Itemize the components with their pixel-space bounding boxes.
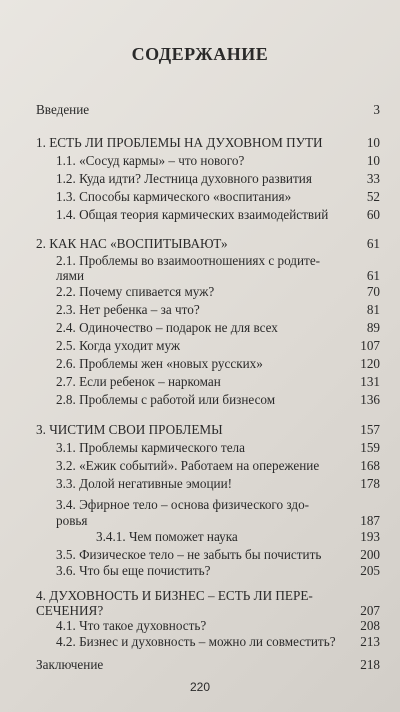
- toc-section-1-4: [36, 206, 380, 224]
- toc-entry-page: 157: [360, 422, 380, 437]
- toc-entry-text: Введение: [36, 102, 90, 117]
- toc-entry-page: 107: [360, 338, 380, 353]
- toc-entry-page: 168: [360, 458, 380, 473]
- page-title: СОДЕРЖАНИЕ: [131, 44, 269, 64]
- toc-section-2-4: [36, 319, 380, 337]
- toc-section-3-3: [36, 475, 380, 493]
- toc-entry-page: 33: [366, 171, 380, 186]
- toc-entry-page: 10: [366, 153, 380, 168]
- toc-section-3-2: [36, 457, 380, 475]
- toc-entry-page: 193: [360, 529, 380, 544]
- toc-entry-text: 2.3. Нет ребенка – за что?: [56, 302, 200, 317]
- toc-entry-conclusion: [36, 656, 380, 674]
- toc-entry-text: 1.3. Способы кармического «воспитания»: [56, 189, 292, 204]
- toc-entry-text: 2.5. Когда уходит муж: [56, 338, 181, 353]
- toc-entry-introduction: [36, 101, 380, 119]
- toc-entry-text: СЕЧЕНИЯ?: [36, 603, 104, 618]
- toc-entry-text: 3.6. Что бы еще почистить?: [56, 563, 211, 578]
- toc-entry-page: 61: [366, 236, 380, 251]
- toc-entry-page: 208: [360, 618, 380, 633]
- toc-entry-text: 4.2. Бизнес и духовность – можно ли совместить?: [56, 634, 336, 649]
- toc-entry-text: 2.4. Одиночество – подарок не для всех: [56, 320, 278, 335]
- toc-entry-text: 4.1. Что такое духовность?: [56, 618, 207, 633]
- toc-chapter-1: [36, 134, 380, 152]
- toc-entry-text: 1. ЕСТЬ ЛИ ПРОБЛЕМЫ НА ДУХОВНОМ ПУТИ: [36, 135, 323, 150]
- toc-entry-text: 3.3. Долой негативные эмоции!: [56, 476, 233, 491]
- toc-entry-text: 1.2. Куда идти? Лестница духовного развития: [56, 171, 312, 186]
- toc-entry-text: 2.2. Почему спивается муж?: [56, 284, 215, 299]
- toc-section-2-3: [36, 301, 380, 319]
- toc-entry-page: 81: [366, 302, 380, 317]
- toc-entry-page: 89: [366, 320, 380, 335]
- toc-entry-page: 120: [360, 356, 380, 371]
- toc-entry-text: 3.2. «Ежик событий». Работаем на опережение: [56, 458, 320, 473]
- toc-entry-text: 2.1. Проблемы во взаимоотношениях с родите-: [56, 253, 321, 268]
- toc-entry-page: 61: [366, 268, 380, 283]
- toc-entry-page: 205: [360, 563, 380, 578]
- toc-section-3-4-1: [36, 528, 380, 546]
- toc-entry-text: 3. ЧИСТИМ СВОИ ПРОБЛЕМЫ: [36, 422, 223, 437]
- toc-entry-page: 10: [366, 135, 380, 150]
- toc-entry-page: 213: [360, 634, 380, 649]
- toc-entry-page: 159: [360, 440, 380, 455]
- toc-entry-text: 1.1. «Сосуд кармы» – что нового?: [56, 153, 245, 168]
- page-number: 220: [189, 680, 211, 694]
- toc-entry-page: 136: [360, 392, 380, 407]
- toc-section-2-6: [36, 355, 380, 373]
- toc-section-1-1: [36, 152, 380, 170]
- toc-section-4-2: [36, 633, 380, 651]
- toc-chapter-2: [36, 235, 380, 253]
- toc-chapter-3: [36, 421, 380, 439]
- toc-entry-text: 3.5. Физическое тело – не забыть бы почистить: [56, 547, 322, 562]
- toc-entry-text: Заключение: [36, 657, 104, 672]
- toc-entry-text: 3.4.1. Чем поможет наука: [96, 529, 238, 544]
- toc-entry-text: 4. ДУХОВНОСТЬ И БИЗНЕС – ЕСТЬ ЛИ ПЕРЕ-: [36, 588, 313, 603]
- toc-entry-text: 2. КАК НАС «ВОСПИТЫВАЮТ»: [36, 236, 228, 251]
- toc-section-2-2: [36, 283, 380, 301]
- toc-entry-text: 2.7. Если ребенок – наркоман: [56, 374, 221, 389]
- toc-entry-text: ровья: [56, 513, 88, 528]
- toc-entry-page: 178: [360, 476, 380, 491]
- toc-section-2-7: [36, 373, 380, 391]
- toc-entry-page: 131: [360, 374, 380, 389]
- toc-entry-page: 207: [360, 603, 380, 618]
- toc-entry-text: 3.4. Эфирное тело – основа физического здо-: [56, 497, 310, 512]
- toc-entry-text: 3.1. Проблемы кармического тела: [56, 440, 245, 455]
- toc-section-3-6: [36, 562, 380, 580]
- toc-section-2-8: [36, 391, 380, 409]
- toc-entry-text: лями: [56, 268, 85, 283]
- toc-section-3-1: [36, 439, 380, 457]
- toc-entry-text: 2.8. Проблемы с работой или бизнесом: [56, 392, 276, 407]
- toc-section-2-5: [36, 337, 380, 355]
- toc-entry-page: 60: [366, 207, 380, 222]
- toc-section-1-2: [36, 170, 380, 188]
- toc-entry-text: 2.6. Проблемы жен «новых русских»: [56, 356, 263, 371]
- toc-entry-page: 218: [360, 657, 380, 672]
- toc-entry-page: 52: [366, 189, 380, 204]
- toc-entry-page: 70: [366, 284, 380, 299]
- toc-entry-page: 200: [360, 547, 380, 562]
- toc-entry-page: 3: [373, 102, 380, 117]
- toc-entry-text: 1.4. Общая теория кармических взаимодействий: [56, 207, 329, 222]
- toc-entry-page: 187: [360, 513, 380, 528]
- toc-section-1-3: [36, 188, 380, 206]
